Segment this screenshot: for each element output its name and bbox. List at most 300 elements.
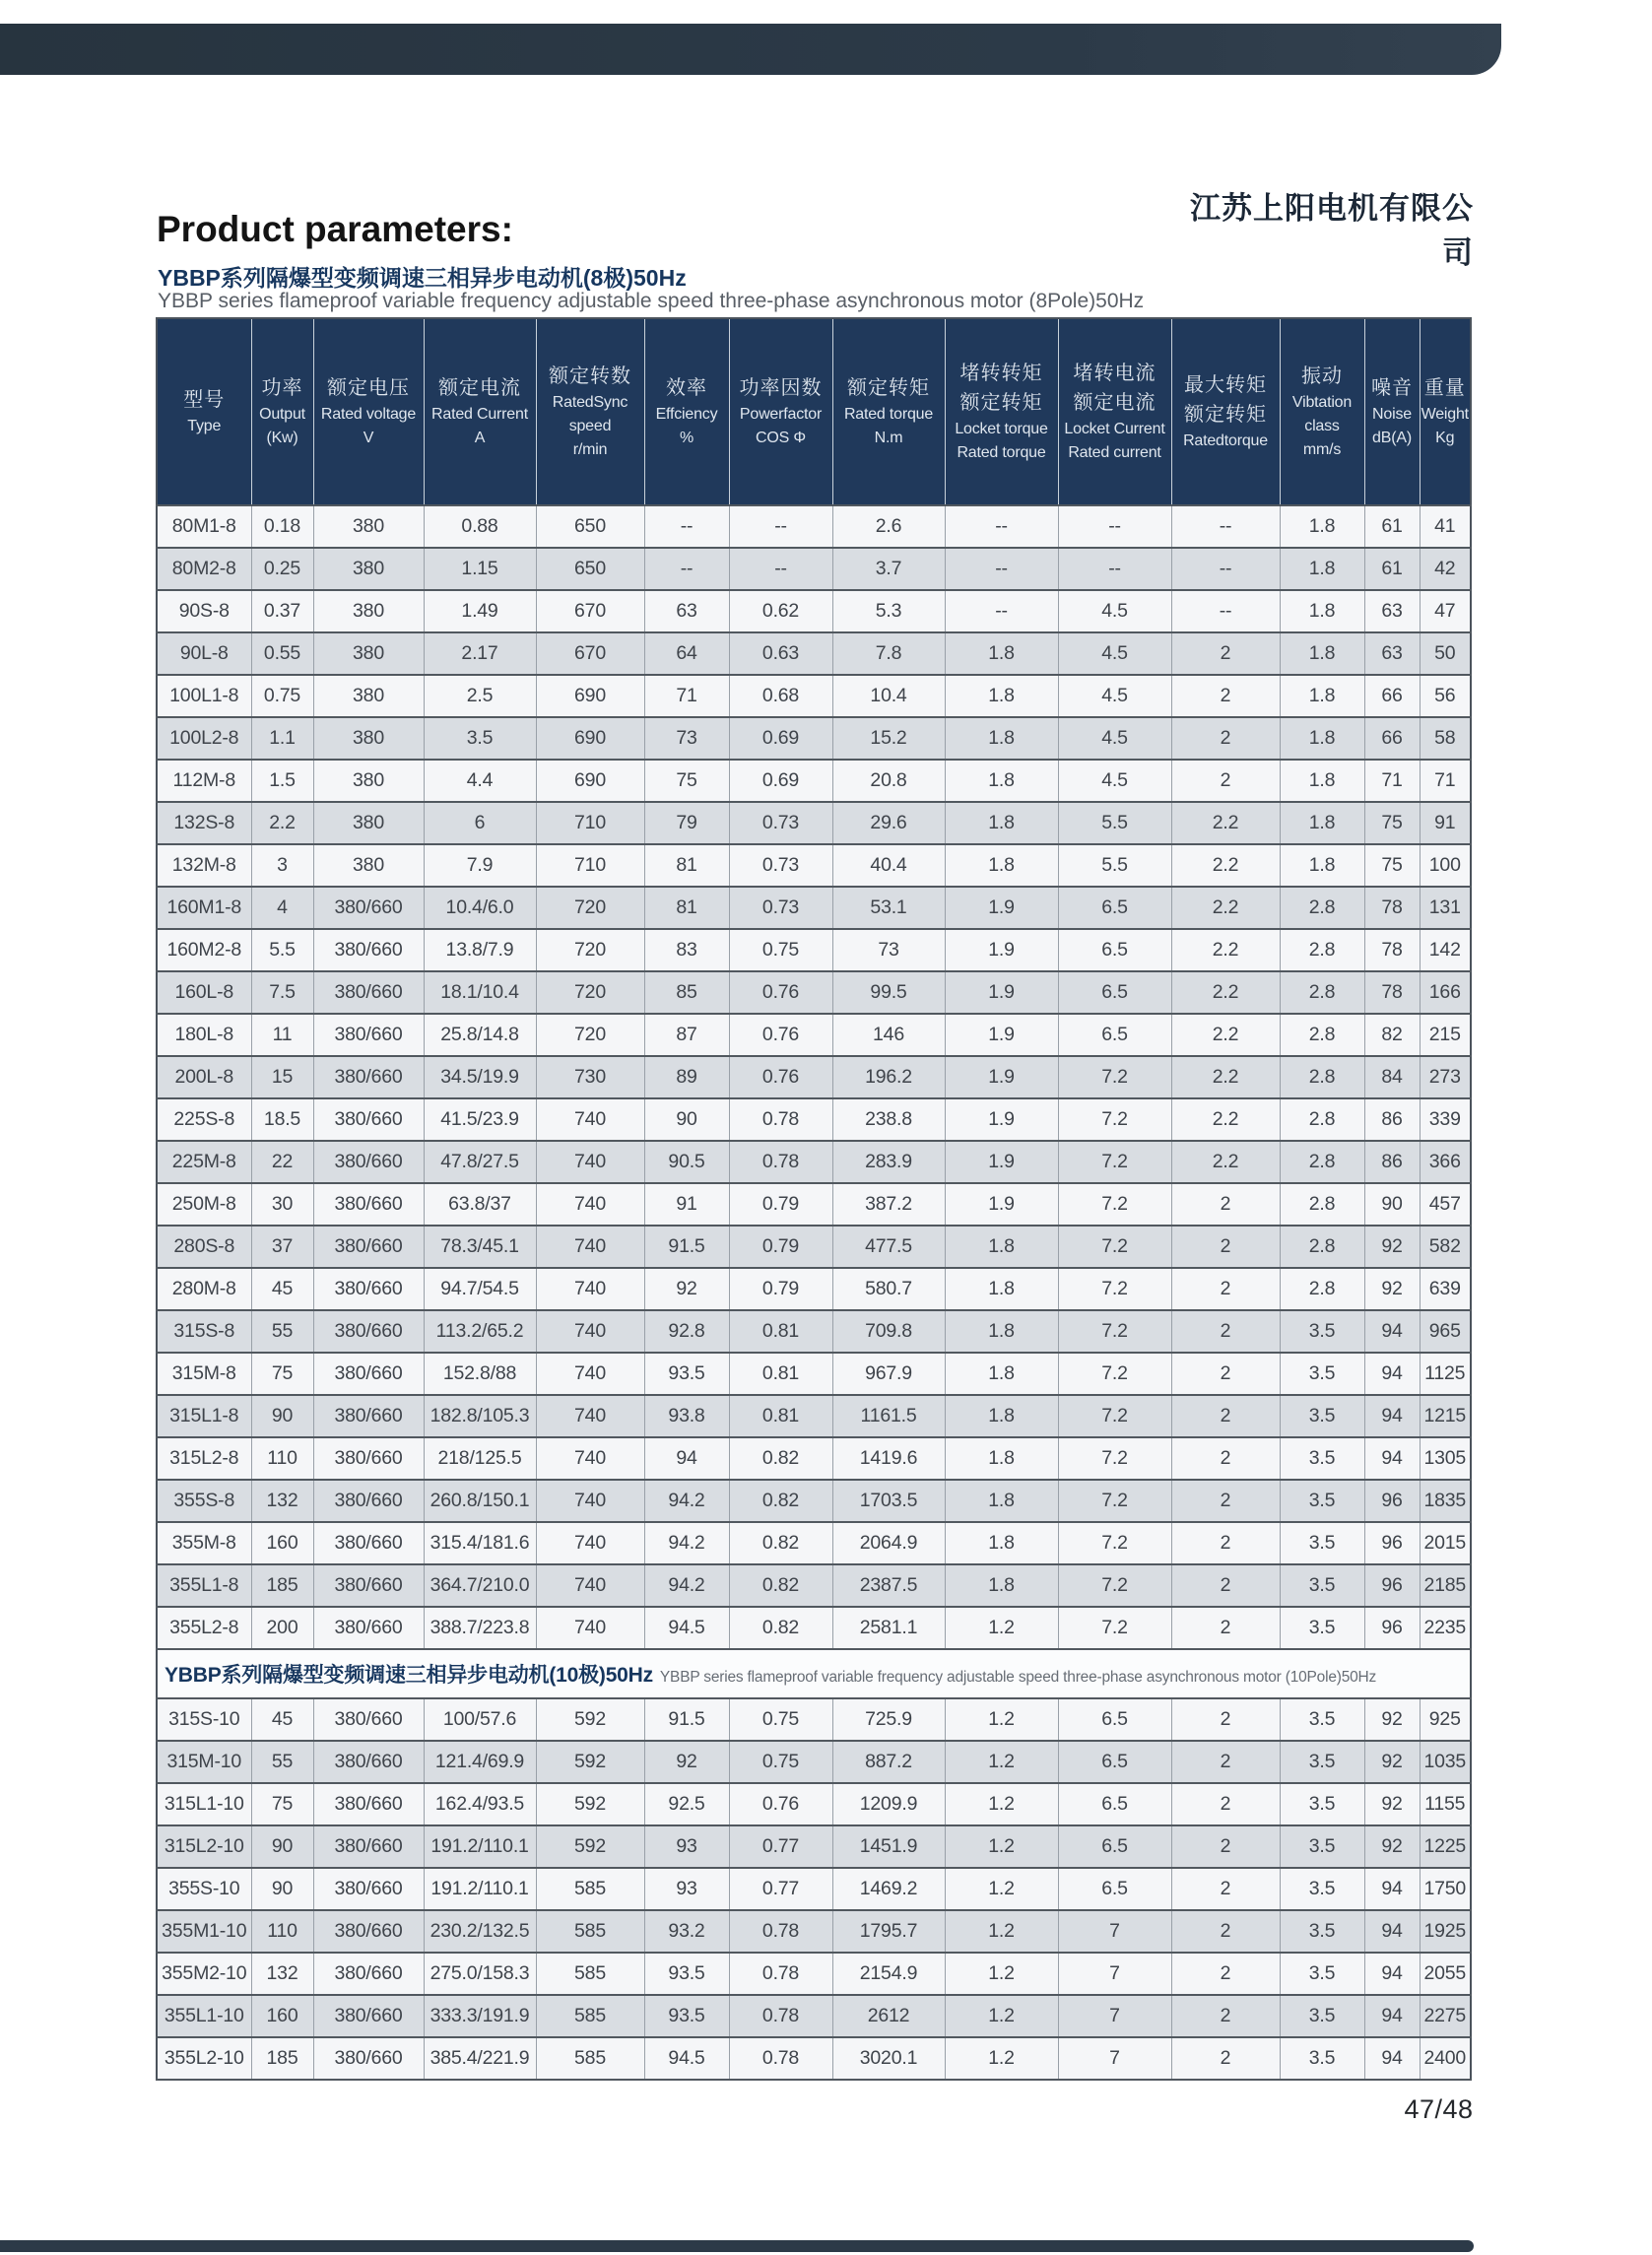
- table-cell: 99.5: [832, 971, 945, 1014]
- table-cell: 152.8/88: [424, 1353, 536, 1395]
- table-cell: 96: [1364, 1480, 1420, 1522]
- table-cell: 380/660: [313, 1995, 424, 2037]
- column-header: [536, 318, 644, 505]
- table-cell: 6.5: [1058, 1698, 1171, 1741]
- table-cell: 1469.2: [832, 1868, 945, 1910]
- table-cell: 380/660: [313, 1480, 424, 1522]
- table-cell: 3.5: [1280, 1310, 1364, 1353]
- table-cell: 75: [1364, 802, 1420, 844]
- table-cell: 2.2: [1171, 1014, 1280, 1056]
- table-cell: 100: [1420, 844, 1471, 887]
- table-cell: 0.82: [729, 1564, 832, 1607]
- table-cell: 280M-8: [157, 1268, 251, 1310]
- table-cell: 91.5: [644, 1698, 729, 1741]
- table-cell: 1.9: [945, 887, 1058, 929]
- table-cell: 1.8: [945, 675, 1058, 717]
- table-cell: 2: [1171, 2037, 1280, 2080]
- column-header: [1420, 318, 1471, 505]
- table-cell: 2.8: [1280, 971, 1364, 1014]
- table-cell: 0.78: [729, 1995, 832, 2037]
- table-cell: 3.5: [1280, 1395, 1364, 1437]
- table-cell: 2581.1: [832, 1607, 945, 1649]
- table-cell: 2.6: [832, 505, 945, 548]
- table-cell: 90L-8: [157, 632, 251, 675]
- table-cell: 740: [536, 1480, 644, 1522]
- table-cell: 670: [536, 590, 644, 632]
- table-cell: 0.75: [729, 1741, 832, 1783]
- table-cell: 380/660: [313, 1698, 424, 1741]
- table-cell: 380/660: [313, 1226, 424, 1268]
- table-cell: 2: [1171, 1480, 1280, 1522]
- table-cell: 215: [1420, 1014, 1471, 1056]
- table-cell: 2.8: [1280, 1056, 1364, 1098]
- table-cell: 0.25: [251, 548, 313, 590]
- table-cell: 79: [644, 802, 729, 844]
- table-cell: 1035: [1420, 1741, 1471, 1783]
- table-cell: 280S-8: [157, 1226, 251, 1268]
- table-cell: 80M2-8: [157, 548, 251, 590]
- table-cell: 585: [536, 1953, 644, 1995]
- table-cell: 6.5: [1058, 1783, 1171, 1825]
- header-line: 堵转转矩: [959, 363, 1043, 384]
- table-cell: 380/660: [313, 1910, 424, 1953]
- table-cell: 3020.1: [832, 2037, 945, 2080]
- header-line: 最大转矩: [1184, 374, 1267, 396]
- header-line: Rated torque: [843, 406, 934, 423]
- table-cell: 1225: [1420, 1825, 1471, 1868]
- table-cell: 273: [1420, 1056, 1471, 1098]
- table-cell: 7.2: [1058, 1098, 1171, 1141]
- table-cell: 283.9: [832, 1141, 945, 1183]
- header-line: 功率: [261, 377, 303, 399]
- table-cell: 380/660: [313, 1056, 424, 1098]
- table-cell: 132M-8: [157, 844, 251, 887]
- series-subtitle-en: YBBP series flameproof variable frequency adjustable speed three-phase asynchronous motor (8Pole)50Hz: [158, 290, 1145, 312]
- table-row: [157, 1437, 1471, 1480]
- table-cell: 2: [1171, 717, 1280, 760]
- table-cell: 1.8: [945, 1268, 1058, 1310]
- table-cell: 380: [313, 675, 424, 717]
- table-cell: 1.8: [945, 802, 1058, 844]
- table-cell: 585: [536, 1910, 644, 1953]
- table-cell: 86: [1364, 1098, 1420, 1141]
- table-cell: --: [644, 505, 729, 548]
- table-cell: 3.5: [1280, 1698, 1364, 1741]
- table-cell: 315M-10: [157, 1741, 251, 1783]
- table-cell: 380/660: [313, 929, 424, 971]
- table-cell: 385.4/221.9: [424, 2037, 536, 2080]
- table-cell: 94: [1364, 1953, 1420, 1995]
- table-cell: 93: [644, 1825, 729, 1868]
- table-cell: 94: [1364, 1437, 1420, 1480]
- table-cell: 0.37: [251, 590, 313, 632]
- table-cell: 2: [1171, 1395, 1280, 1437]
- table-cell: 720: [536, 971, 644, 1014]
- table-cell: 1125: [1420, 1353, 1471, 1395]
- table-cell: 182.8/105.3: [424, 1395, 536, 1437]
- table-cell: 87: [644, 1014, 729, 1056]
- table-cell: 18.1/10.4: [424, 971, 536, 1014]
- table-cell: 75: [251, 1783, 313, 1825]
- table-cell: 2235: [1420, 1607, 1471, 1649]
- table-cell: 2.8: [1280, 1268, 1364, 1310]
- header-line: Kg: [1435, 430, 1455, 446]
- table-cell: 160: [251, 1522, 313, 1564]
- table-cell: 3.5: [1280, 1564, 1364, 1607]
- table-row: [157, 1825, 1471, 1868]
- table-cell: 78: [1364, 887, 1420, 929]
- table-cell: 10.4: [832, 675, 945, 717]
- header-line: 噪音: [1371, 377, 1413, 399]
- table-row: [157, 1868, 1471, 1910]
- table-cell: 7.9: [424, 844, 536, 887]
- table-cell: 3.5: [1280, 1868, 1364, 1910]
- table-cell: 2.2: [1171, 971, 1280, 1014]
- table-cell: 7.2: [1058, 1183, 1171, 1226]
- table-cell: 3.5: [1280, 1995, 1364, 2037]
- table-cell: 94.2: [644, 1564, 729, 1607]
- table-cell: 887.2: [832, 1741, 945, 1783]
- table-cell: --: [729, 548, 832, 590]
- table-cell: 93.5: [644, 1995, 729, 2037]
- table-cell: 0.75: [729, 1698, 832, 1741]
- table-cell: 92: [644, 1268, 729, 1310]
- page-number: 47/48: [1404, 2094, 1474, 2124]
- table-cell: 0.79: [729, 1268, 832, 1310]
- table-row: [157, 1310, 1471, 1353]
- table-cell: 477.5: [832, 1226, 945, 1268]
- table-cell: 7.2: [1058, 1607, 1171, 1649]
- table-cell: 380/660: [313, 887, 424, 929]
- table-cell: 380: [313, 717, 424, 760]
- table-cell: 2: [1171, 1564, 1280, 1607]
- table-cell: 380: [313, 590, 424, 632]
- table-cell: 0.68: [729, 675, 832, 717]
- header-line: Rated Current: [431, 406, 528, 423]
- table-cell: 7.2: [1058, 1056, 1171, 1098]
- table-cell: 315S-10: [157, 1698, 251, 1741]
- table-cell: 94.5: [644, 2037, 729, 2080]
- table-cell: 1.2: [945, 1910, 1058, 1953]
- table-cell: 94: [1364, 2037, 1420, 2080]
- table-cell: 0.78: [729, 1910, 832, 1953]
- table-cell: 2387.5: [832, 1564, 945, 1607]
- header-line: 重量: [1423, 377, 1466, 399]
- table-cell: 1.8: [945, 1353, 1058, 1395]
- table-cell: 0.78: [729, 1953, 832, 1995]
- table-cell: 1.8: [945, 717, 1058, 760]
- table-cell: 1.2: [945, 1825, 1058, 1868]
- table-cell: 92: [1364, 1783, 1420, 1825]
- table-cell: 592: [536, 1825, 644, 1868]
- table-cell: 37: [251, 1226, 313, 1268]
- table-row: [157, 1698, 1471, 1741]
- header-line: 型号: [183, 389, 226, 411]
- header-line: r/min: [572, 441, 608, 458]
- table-cell: 100L2-8: [157, 717, 251, 760]
- header-line: 额定转矩: [959, 392, 1043, 414]
- header-line: Locket torque: [955, 421, 1048, 437]
- table-cell: 20.8: [832, 760, 945, 802]
- header-line: 额定转矩: [1184, 404, 1267, 426]
- table-cell: 0.82: [729, 1607, 832, 1649]
- header-line: A: [474, 430, 486, 446]
- header-line: Powerfactor: [739, 406, 823, 423]
- table-cell: 1795.7: [832, 1910, 945, 1953]
- table-cell: 7: [1058, 1953, 1171, 1995]
- table-cell: 7.2: [1058, 1141, 1171, 1183]
- table-row: [157, 1268, 1471, 1310]
- table-cell: 366: [1420, 1141, 1471, 1183]
- table-cell: 1.49: [424, 590, 536, 632]
- table-cell: 4.5: [1058, 675, 1171, 717]
- header-line: COS Φ: [756, 430, 806, 446]
- table-cell: 2: [1171, 1226, 1280, 1268]
- table-cell: 90: [251, 1395, 313, 1437]
- table-cell: 355M-8: [157, 1522, 251, 1564]
- table-cell: --: [1058, 548, 1171, 590]
- table-cell: 81: [644, 844, 729, 887]
- table-cell: 380/660: [313, 1607, 424, 1649]
- table-cell: 2.5: [424, 675, 536, 717]
- page-title: Product parameters:: [157, 209, 513, 249]
- column-header: [832, 318, 945, 505]
- table-cell: 2.8: [1280, 1226, 1364, 1268]
- table-cell: 965: [1420, 1310, 1471, 1353]
- table-cell: 90S-8: [157, 590, 251, 632]
- table-cell: 1.8: [1280, 717, 1364, 760]
- table-cell: 740: [536, 1564, 644, 1607]
- table-cell: 1.15: [424, 548, 536, 590]
- section-title-cn: YBBP系列隔爆型变频调速三相异步电动机(10极)50Hz: [165, 1664, 653, 1687]
- table-cell: 315M-8: [157, 1353, 251, 1395]
- table-cell: 0.69: [729, 717, 832, 760]
- column-header: [729, 318, 832, 505]
- table-cell: 582: [1420, 1226, 1471, 1268]
- table-cell: 0.75: [729, 929, 832, 971]
- table-cell: 91: [644, 1183, 729, 1226]
- table-cell: 162.4/93.5: [424, 1783, 536, 1825]
- table-cell: 333.3/191.9: [424, 1995, 536, 2037]
- table-cell: 1.8: [1280, 632, 1364, 675]
- table-cell: 71: [1364, 760, 1420, 802]
- table-cell: 131: [1420, 887, 1471, 929]
- header-line: Type: [187, 418, 222, 434]
- table-cell: 1.9: [945, 1141, 1058, 1183]
- table-cell: 6: [424, 802, 536, 844]
- table-cell: 0.62: [729, 590, 832, 632]
- table-cell: 0.63: [729, 632, 832, 675]
- table-cell: 2.17: [424, 632, 536, 675]
- table-cell: 7.2: [1058, 1522, 1171, 1564]
- table-cell: 94: [1364, 1910, 1420, 1953]
- table-cell: 5.5: [1058, 844, 1171, 887]
- table-cell: 7.2: [1058, 1226, 1171, 1268]
- table-cell: 5.3: [832, 590, 945, 632]
- table-cell: 275.0/158.3: [424, 1953, 536, 1995]
- table-cell: 94: [1364, 1310, 1420, 1353]
- table-cell: 315L2-10: [157, 1825, 251, 1868]
- column-header: [157, 318, 251, 505]
- table-cell: --: [729, 505, 832, 548]
- table-row: [157, 1056, 1471, 1098]
- table-cell: 1.9: [945, 1098, 1058, 1141]
- table-cell: 7.8: [832, 632, 945, 675]
- table-cell: 592: [536, 1783, 644, 1825]
- table-cell: 380/660: [313, 1395, 424, 1437]
- table-row: [157, 548, 1471, 590]
- table-row: [157, 929, 1471, 971]
- table-cell: 110: [251, 1910, 313, 1953]
- table-row: [157, 2037, 1471, 2080]
- table-row: [157, 1141, 1471, 1183]
- table-cell: 740: [536, 1141, 644, 1183]
- table-cell: 86: [1364, 1141, 1420, 1183]
- table-cell: 4: [251, 887, 313, 929]
- table-cell: 2.2: [1171, 1098, 1280, 1141]
- table-cell: 92.8: [644, 1310, 729, 1353]
- table-cell: --: [1058, 505, 1171, 548]
- table-cell: 720: [536, 1014, 644, 1056]
- table-cell: 2: [1171, 1183, 1280, 1226]
- table-cell: 3.7: [832, 548, 945, 590]
- table-cell: 90: [251, 1825, 313, 1868]
- table-cell: 2: [1171, 1741, 1280, 1783]
- table-cell: 1.1: [251, 717, 313, 760]
- table-cell: 40.4: [832, 844, 945, 887]
- table-cell: 260.8/150.1: [424, 1480, 536, 1522]
- table-cell: 1305: [1420, 1437, 1471, 1480]
- table-cell: 740: [536, 1310, 644, 1353]
- table-cell: 1.8: [945, 1480, 1058, 1522]
- table-cell: 2.8: [1280, 887, 1364, 929]
- table-cell: 0.79: [729, 1183, 832, 1226]
- table-cell: 2275: [1420, 1995, 1471, 2037]
- table-cell: 94.5: [644, 1607, 729, 1649]
- table-cell: 3.5: [1280, 1783, 1364, 1825]
- table-cell: 380: [313, 505, 424, 548]
- table-cell: 380/660: [313, 1098, 424, 1141]
- table-cell: 185: [251, 1564, 313, 1607]
- table-cell: 710: [536, 802, 644, 844]
- company-name: 江苏上阳电机有限公司: [1190, 191, 1474, 270]
- table-cell: 2: [1171, 1953, 1280, 1995]
- table-cell: 92: [1364, 1268, 1420, 1310]
- table-cell: 3.5: [1280, 1437, 1364, 1480]
- table-cell: 41.5/23.9: [424, 1098, 536, 1141]
- table-cell: 63: [644, 590, 729, 632]
- table-cell: 11: [251, 1014, 313, 1056]
- table-cell: 0.79: [729, 1226, 832, 1268]
- table-cell: 740: [536, 1268, 644, 1310]
- table-cell: 380/660: [313, 1741, 424, 1783]
- table-cell: 2: [1171, 1698, 1280, 1741]
- table-cell: 1215: [1420, 1395, 1471, 1437]
- table-cell: 7.2: [1058, 1437, 1171, 1480]
- table-cell: 71: [1420, 760, 1471, 802]
- table-cell: 740: [536, 1098, 644, 1141]
- table-cell: 66: [1364, 675, 1420, 717]
- table-cell: 380/660: [313, 971, 424, 1014]
- table-cell: 690: [536, 760, 644, 802]
- table-cell: 4.5: [1058, 717, 1171, 760]
- table-cell: 7.2: [1058, 1564, 1171, 1607]
- table-cell: 740: [536, 1522, 644, 1564]
- table-cell: 2: [1171, 1268, 1280, 1310]
- table-cell: 380/660: [313, 1564, 424, 1607]
- table-cell: 121.4/69.9: [424, 1741, 536, 1783]
- table-cell: 650: [536, 505, 644, 548]
- table-cell: 2.2: [1171, 1141, 1280, 1183]
- motor-parameters-table: [156, 317, 1472, 2081]
- header-line: Rated voltage: [320, 406, 417, 423]
- table-cell: 3: [251, 844, 313, 887]
- table-cell: 96: [1364, 1607, 1420, 1649]
- table-cell: 740: [536, 1183, 644, 1226]
- table-cell: 355L1-10: [157, 1995, 251, 2037]
- table-cell: 160M2-8: [157, 929, 251, 971]
- table-cell: 42: [1420, 548, 1471, 590]
- table-cell: 315S-8: [157, 1310, 251, 1353]
- table-cell: 0.76: [729, 1014, 832, 1056]
- table-cell: 2: [1171, 1995, 1280, 2037]
- table-cell: 90: [251, 1868, 313, 1910]
- table-cell: 238.8: [832, 1098, 945, 1141]
- column-header: [1364, 318, 1420, 505]
- table-cell: 71: [644, 675, 729, 717]
- header-line: Rated torque: [957, 444, 1046, 461]
- table-cell: 388.7/223.8: [424, 1607, 536, 1649]
- header-line: class: [1304, 418, 1340, 434]
- table-cell: 61: [1364, 548, 1420, 590]
- table-cell: 3.5: [1280, 1910, 1364, 1953]
- table-cell: 1.8: [1280, 760, 1364, 802]
- table-cell: 96: [1364, 1564, 1420, 1607]
- table-cell: 380/660: [313, 2037, 424, 2080]
- table-cell: 380/660: [313, 1825, 424, 1868]
- table-cell: 92: [644, 1741, 729, 1783]
- table-cell: 78: [1364, 929, 1420, 971]
- table-cell: 3.5: [424, 717, 536, 760]
- table-cell: 0.78: [729, 2037, 832, 2080]
- table-cell: 1.2: [945, 2037, 1058, 2080]
- table-cell: 2: [1171, 1783, 1280, 1825]
- table-cell: 34.5/19.9: [424, 1056, 536, 1098]
- table-cell: 0.73: [729, 802, 832, 844]
- table-cell: 1.9: [945, 971, 1058, 1014]
- table-cell: 2.2: [1171, 802, 1280, 844]
- table-cell: 1925: [1420, 1910, 1471, 1953]
- header-line: N.m: [874, 430, 903, 446]
- table-cell: 3.5: [1280, 1522, 1364, 1564]
- table-cell: 925: [1420, 1698, 1471, 1741]
- table-cell: 92: [1364, 1741, 1420, 1783]
- table-cell: 2: [1171, 1868, 1280, 1910]
- table-cell: 585: [536, 1868, 644, 1910]
- table-cell: 2612: [832, 1995, 945, 2037]
- header-line: Vibtation: [1291, 394, 1353, 411]
- table-cell: 63: [1364, 590, 1420, 632]
- table-cell: 720: [536, 929, 644, 971]
- table-cell: 180L-8: [157, 1014, 251, 1056]
- header-line: %: [679, 430, 694, 446]
- table-cell: 7.5: [251, 971, 313, 1014]
- table-cell: 380/660: [313, 1183, 424, 1226]
- table-cell: 2.8: [1280, 1141, 1364, 1183]
- table-cell: 93.2: [644, 1910, 729, 1953]
- header-line: 堵转电流: [1073, 363, 1156, 384]
- table-cell: 0.88: [424, 505, 536, 548]
